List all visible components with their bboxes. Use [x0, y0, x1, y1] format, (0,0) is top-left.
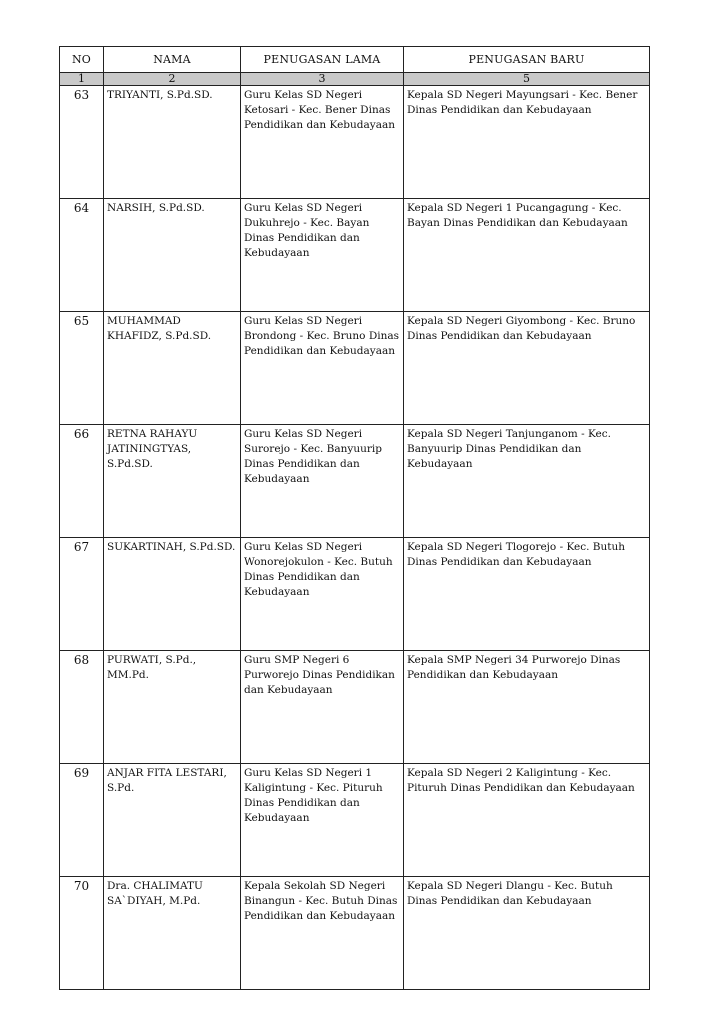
header-penugasan-baru: PENUGASAN BARU	[404, 47, 650, 73]
row-penugasan-baru: Kepala SMP Negeri 34 Purworejo Dinas Pendidikan dan Kebudayaan	[404, 651, 650, 764]
row-penugasan-baru: Kepala SD Negeri Dlangu - Kec. Butuh Dinas Pendidikan dan Kebudayaan	[404, 877, 650, 990]
row-number: 70	[60, 877, 104, 990]
table-row	[60, 764, 650, 877]
row-penugasan-baru: Kepala SD Negeri Tanjunganom - Kec. Banyuurip Dinas Pendidikan dan Kebudayaan	[404, 425, 650, 538]
table-row	[60, 651, 650, 764]
header-row	[60, 47, 650, 73]
row-number: 64	[60, 199, 104, 312]
row-penugasan-lama: Guru Kelas SD Negeri Ketosari - Kec. Bener Dinas Pendidikan dan Kebudayaan	[241, 86, 404, 199]
row-penugasan-baru: Kepala SD Negeri Mayungsari - Kec. Bener Dinas Pendidikan dan Kebudayaan	[404, 86, 650, 199]
row-penugasan-baru: Kepala SD Negeri 1 Pucangagung - Kec. Bayan Dinas Pendidikan dan Kebudayaan	[404, 199, 650, 312]
row-number: 66	[60, 425, 104, 538]
row-number: 63	[60, 86, 104, 199]
column-number: 2	[104, 73, 241, 86]
row-number: 68	[60, 651, 104, 764]
row-number: 69	[60, 764, 104, 877]
row-penugasan-lama: Guru Kelas SD Negeri Surorejo - Kec. Banyuurip Dinas Pendidikan dan Kebudayaan	[241, 425, 404, 538]
row-penugasan-lama: Guru Kelas SD Negeri Brondong - Kec. Bruno Dinas Pendidikan dan Kebudayaan	[241, 312, 404, 425]
row-penugasan-lama: Guru Kelas SD Negeri Dukuhrejo - Kec. Bayan Dinas Pendidikan dan Kebudayaan	[241, 199, 404, 312]
row-nama: NARSIH, S.Pd.SD.	[104, 199, 241, 312]
column-number-row	[60, 73, 650, 86]
column-number: 5	[404, 73, 650, 86]
header-penugasan-lama: PENUGASAN LAMA	[241, 47, 404, 73]
row-number: 65	[60, 312, 104, 425]
row-nama: PURWATI, S.Pd., MM.Pd.	[104, 651, 241, 764]
row-nama: SUKARTINAH, S.Pd.SD.	[104, 538, 241, 651]
row-penugasan-lama: Guru Kelas SD Negeri Wonorejokulon - Kec. Butuh Dinas Pendidikan dan Kebudayaan	[241, 538, 404, 651]
table-row	[60, 199, 650, 312]
table-row	[60, 86, 650, 199]
header-nama: NAMA	[104, 47, 241, 73]
row-nama: RETNA RAHAYU JATININGTYAS, S.Pd.SD.	[104, 425, 241, 538]
table-row	[60, 877, 650, 990]
row-nama: Dra. CHALIMATU SA`DIYAH, M.Pd.	[104, 877, 241, 990]
row-nama: TRIYANTI, S.Pd.SD.	[104, 86, 241, 199]
header-no: NO	[60, 47, 104, 73]
column-number: 3	[241, 73, 404, 86]
table-row	[60, 312, 650, 425]
row-nama: ANJAR FITA LESTARI, S.Pd.	[104, 764, 241, 877]
row-penugasan-baru: Kepala SD Negeri Tlogorejo - Kec. Butuh Dinas Pendidikan dan Kebudayaan	[404, 538, 650, 651]
row-penugasan-lama: Guru SMP Negeri 6 Purworejo Dinas Pendidikan dan Kebudayaan	[241, 651, 404, 764]
row-penugasan-lama: Guru Kelas SD Negeri 1 Kaligintung - Kec. Pituruh Dinas Pendidikan dan Kebudayaan	[241, 764, 404, 877]
row-penugasan-baru: Kepala SD Negeri 2 Kaligintung - Kec. Pituruh Dinas Pendidikan dan Kebudayaan	[404, 764, 650, 877]
column-number: 1	[60, 73, 104, 86]
row-penugasan-baru: Kepala SD Negeri Giyombong - Kec. Bruno Dinas Pendidikan dan Kebudayaan	[404, 312, 650, 425]
table-row	[60, 425, 650, 538]
table-body	[60, 86, 650, 990]
table-row	[60, 538, 650, 651]
row-penugasan-lama: Kepala Sekolah SD Negeri Binangun - Kec. Butuh Dinas Pendidikan dan Kebudayaan	[241, 877, 404, 990]
row-number: 67	[60, 538, 104, 651]
assignment-table	[59, 46, 650, 990]
row-nama: MUHAMMAD KHAFIDZ, S.Pd.SD.	[104, 312, 241, 425]
